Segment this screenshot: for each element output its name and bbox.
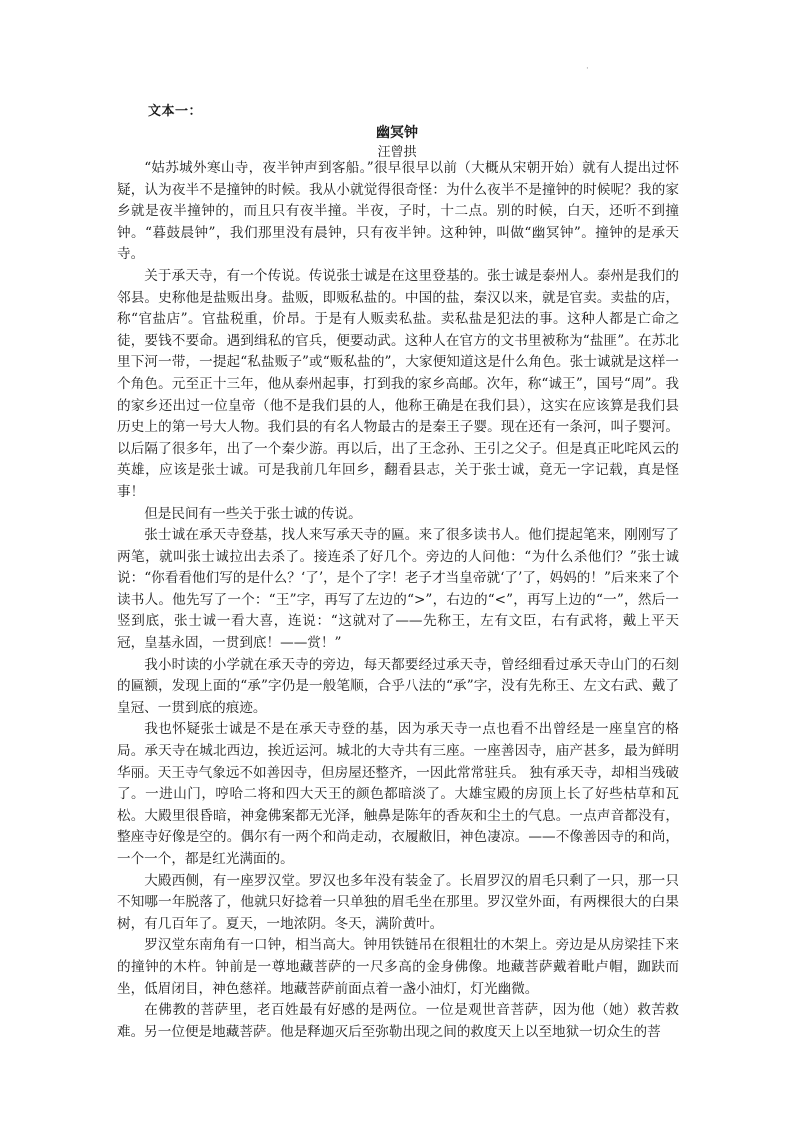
- paragraph: 关于承天寺，有一个传说。传说张士诚是在这里登基的。张士诚是泰州人。泰州是我们的邻县。史称他是盐贩出身。盐贩，即贩私盐的。中国的盐，秦汉以来，就是官卖。卖盐的店，称“官盐店”。官盐税重，价昂。于是有人贩卖私盐。卖私盐是犯法的事。这种人都是亡命之徒，要钱不要命。遇到缉私的官兵，便要动武。这种人在官方的文书里被称为“盐匪”。在苏北里下河一带，一提起“私盐贩子”或“贩私盐的”，大家便知道这是什么角色。张士诚就是这样一个角色。元至正十三年，他从泰州起事，打到我的家乡高邮。次年，称“诚王”，国号“周”。我的家乡还出过一位皇帝（他不是我们县的人，他称王确是在我们县），这实在应该算是我们县历史上的第一号大人物。我们县的有名人物最古的是秦王子婴。现在还有一条河，叫子婴河。以后隔了很多年，出了一个秦少游。再以后，出了王念孙、王引之父子。但是真正叱咤风云的英雄，应该是张士诚。可是我前几年回乡，翻看县志，关于张士诚，竟无一字记载，真是怪事！: [117, 267, 679, 500]
- paragraph: 我小时读的小学就在承天寺的旁边，每天都要经过承天寺，曾经细看过承天寺山门的石刻的匾额，发现上面的“承”字仍是一般笔顺，合乎八法的“承”字，没有先称王、左文右武、戴了皇冠、一贯到底的痕迹。: [117, 656, 679, 716]
- article-author: 汪曾拱: [377, 145, 417, 160]
- paragraph: “姑苏城外寒山寺，夜半钟声到客船。”很早很早以前（大概从宋朝开始）就有人提出过怀疑，认为夜半不是撞钟的时候。我从小就觉得很奇怪：为什么夜半不是撞钟的时候呢？我的家乡就是夜半撞钟的，而且只有夜半撞。半夜，子时，十二点。别的时候，白天，还听不到撞钟。“暮鼓晨钟”，我们那里没有晨钟，只有夜半钟。这种钟，叫做“幽冥钟”。撞钟的是承天寺。: [117, 160, 679, 263]
- section-label: 文本一：: [148, 104, 203, 119]
- article-title: 幽冥钟: [376, 125, 418, 141]
- paragraph: 我也怀疑张士诚是不是在承天寺登的基，因为承天寺一点也看不出曾经是一座皇宫的格局。承天寺在城北西边，挨近运河。城北的大寺共有三座。一座善因寺，庙产甚多，最为鲜明华丽。天王寺气象远不如善因寺，但房屋还整齐，一因此常常驻兵。 独有承天寺，却相当残破了。一进山门，哼哈二将和四大天王的颜色都暗淡了。大雄宝殿的房顶上长了好些枯草和瓦松。大殿里很昏暗，神龛佛案都无光泽，触鼻是陈年的香灰和尘土的气息。一点声音都没有，整座寺好像是空的。偶尔有一两个和尚走动，衣履敝旧，神色凄凉。——不像善因寺的和尚，一个一个，都是红光满面的。: [117, 721, 679, 867]
- paragraph: 张士诚在承天寺登基，找人来写承天寺的匾。来了很多读书人。他们提起笔来，刚刚写了两笔，就叫张士诚拉出去杀了。接连杀了好几个。旁边的人问他：“为什么杀他们？”张士诚说：“你看看他们写的是什么？‘了’，是个了字！老子才当皇帝就‘了’了，妈妈的！”后来来了个读书人。他先写了一个：“王”字，再写了左边的“>”，右边的“<”，再写上边的“一”，然后一竖到底，张士诚一看大喜，连说：“这就对了——先称王，左有文臣，右有武将，戴上平天冠，皇基永固，一贯到底！——赏！”: [117, 527, 679, 652]
- article-body: [117, 158, 679, 1043]
- paragraph: 大殿西侧，有一座罗汉堂。罗汉也多年没有装金了。长眉罗汉的眉毛只剩了一只，那一只不知哪一年脱落了，他就只好捻着一只单独的眉毛坐在那里。罗汉堂外面，有两棵很大的白果树，有几百年了。夏天，一地浓阴。冬天，满阶黄叶。: [117, 872, 679, 932]
- paragraph: 在佛教的菩萨里，老百姓最有好感的是两位。一位是观世音菩萨，因为他（她）救苦救难。另一位便是地藏菩萨。他是释迦灭后至弥勒出现之间的救度天上以至地狱一切众生的菩: [117, 1002, 679, 1040]
- page-mark: ·: [586, 64, 589, 74]
- paragraph: 罗汉堂东南角有一口钟，相当高大。钟用铁链吊在很粗壮的木架上。旁边是从房梁挂下来的撞钟的木杵。钟前是一尊地藏菩萨的一尺多高的金身佛像。地藏菩萨戴着毗卢帽，跏趺而坐，低眉闭目，神色慈祥。地藏菩萨前面点着一盏小油灯，灯光幽微。: [117, 937, 679, 997]
- paragraph: 但是民间有一些关于张士诚的传说。: [144, 505, 362, 522]
